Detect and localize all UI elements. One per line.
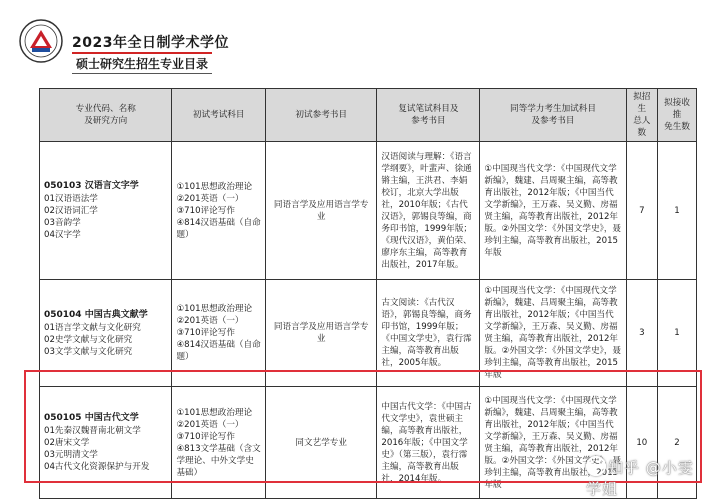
university-logo	[18, 18, 64, 64]
retest-cell: 中国古代文学：《中国古代文学史》，袁世硕主编，高等教育出版社，2016年版；《中国文学史》（第三版），袁行霈主编，高等教育出版社，2014年版。	[377, 387, 480, 499]
table-row	[40, 280, 697, 387]
exam-subject: ①101思想政治理论	[176, 304, 253, 314]
exam-subjects-cell	[172, 142, 266, 280]
exam-subject: ①101思想政治理论	[176, 181, 253, 192]
page-header	[18, 18, 438, 70]
table-header-row	[40, 89, 697, 142]
retest-cell: 汉语阅读与理解：《语言学纲要》，叶蜚声、徐通锵主编，王洪君、李娟校订，北京大学出版社，2010年版；《古代汉语》，郭锡良等编，商务印书馆，1999年版；《现代汉语》，黄伯荣、廖序东主编，高等教育出版社，2017年版。	[377, 142, 480, 280]
direction: 01汉语语法学	[44, 194, 98, 204]
exam-subject: ②201英语（一）	[176, 316, 244, 326]
page-subtitle: 硕士研究生招生专业目录	[72, 52, 212, 74]
table-row	[40, 142, 697, 280]
col-exam-subjects: 初试考试科目	[172, 89, 266, 142]
page-title: 2023年全日制学术学位	[72, 35, 229, 51]
exam-subject: ①101思想政治理论	[176, 407, 253, 418]
enroll-count: 10	[626, 387, 658, 499]
major-cell	[40, 387, 172, 499]
retest-cell: 古文阅读：《古代汉语》，郭锡良等编，商务印书馆，1999年版；《中国文学史》，袁行霈主编，高等教育出版社，2005年版。	[377, 280, 480, 387]
equivalent-cell: ①中国现当代文学：《中国现代文学新编》，魏建、吕周聚主编，高等教育出版社，2012年版；《中国当代文学新编》，王万森、吴义勤、房福贤主编，高等教育出版社，2012年版。②外国文学：《外国文学史》，聂珍钊主编，高等教育出版社，2015年版	[480, 142, 626, 280]
equivalent-cell: ①中国现当代文学：《中国现代文学新编》，魏建、吕周聚主编，高等教育出版社，2012年版；《中国当代文学新编》，王万森、吴义勤、房福贤主编，高等教育出版社，2012年版。②外国文学：《外国文学史》，聂珍钊主编，高等教育出版社，2015年版	[480, 387, 626, 499]
direction: 03音韵学	[44, 218, 81, 228]
exam-subject: ③710评论写作	[176, 205, 235, 216]
col-exam-refs: 初试参考书目	[265, 89, 376, 142]
col-retest: 复试笔试科目及 参考书目	[377, 89, 480, 142]
major-cell	[40, 280, 172, 387]
exempt-count: 1	[658, 280, 697, 387]
exam-refs-cell: 同语言学及应用语言学专业	[265, 280, 376, 387]
enroll-count: 3	[626, 280, 658, 387]
exam-refs-cell: 同文艺学专业	[265, 387, 376, 499]
exam-subject: ②201英语（一）	[176, 193, 244, 204]
exam-subject: ③710评论写作	[176, 328, 235, 338]
direction: 03文学文献与文化研究	[44, 346, 133, 357]
exam-refs-cell: 同语言学及应用语言学专业	[265, 142, 376, 280]
col-exempt: 拟接收推 免生数	[658, 89, 697, 142]
exempt-count: 1	[658, 142, 697, 280]
exam-subject: ③710评论写作	[176, 431, 235, 442]
major-code: 050104 中国古典文献学	[44, 309, 148, 320]
major-cell	[40, 142, 172, 280]
direction: 03元明清文学	[44, 450, 98, 460]
direction: 02汉语词汇学	[44, 206, 98, 216]
direction: 02史学文献与文化研究	[44, 334, 133, 345]
direction: 02唐宋文学	[44, 438, 90, 448]
equivalent-cell: ①中国现当代文学：《中国现代文学新编》，魏建、吕周聚主编，高等教育出版社，2012年版；《中国当代文学新编》，王万森、吴义勤、房福贤主编，高等教育出版社，2012年版。②外国文学：《外国文学史》，聂珍钊主编，高等教育出版社，2015年版	[480, 280, 626, 387]
watermark	[586, 456, 709, 499]
col-major: 专业代码、名称 及研究方向	[40, 89, 172, 142]
exam-subject: ④813文学基础（含文学理论、中外文学史基础）	[176, 443, 261, 478]
exam-subjects-cell	[172, 280, 266, 387]
major-code: 050103 汉语言文字学	[44, 181, 139, 191]
col-equivalent: 同等学力考生加试科目 及参考书目	[480, 89, 626, 142]
enroll-count: 7	[626, 142, 658, 280]
zhihu-icon	[586, 456, 606, 476]
exempt-count: 2	[658, 387, 697, 499]
direction: 04古代文化资源保护与开发	[44, 462, 150, 472]
exam-subject: ④814汉语基础（自命题）	[176, 217, 261, 240]
exam-subjects-cell	[172, 387, 266, 499]
direction: 01先秦汉魏晋南北朝文学	[44, 426, 141, 436]
exam-subject: ④814汉语基础（自命题）	[176, 340, 261, 362]
direction: 04汉字学	[44, 230, 81, 240]
exam-subject: ②201英语（一）	[176, 419, 244, 430]
col-enroll: 拟招生 总人数	[626, 89, 658, 142]
major-code: 050105 中国古代文学	[44, 413, 139, 423]
direction: 01语言学文献与文化研究	[44, 322, 141, 333]
watermark-text: 知乎 @小雯学姐	[586, 459, 694, 498]
catalog-table	[39, 88, 697, 499]
